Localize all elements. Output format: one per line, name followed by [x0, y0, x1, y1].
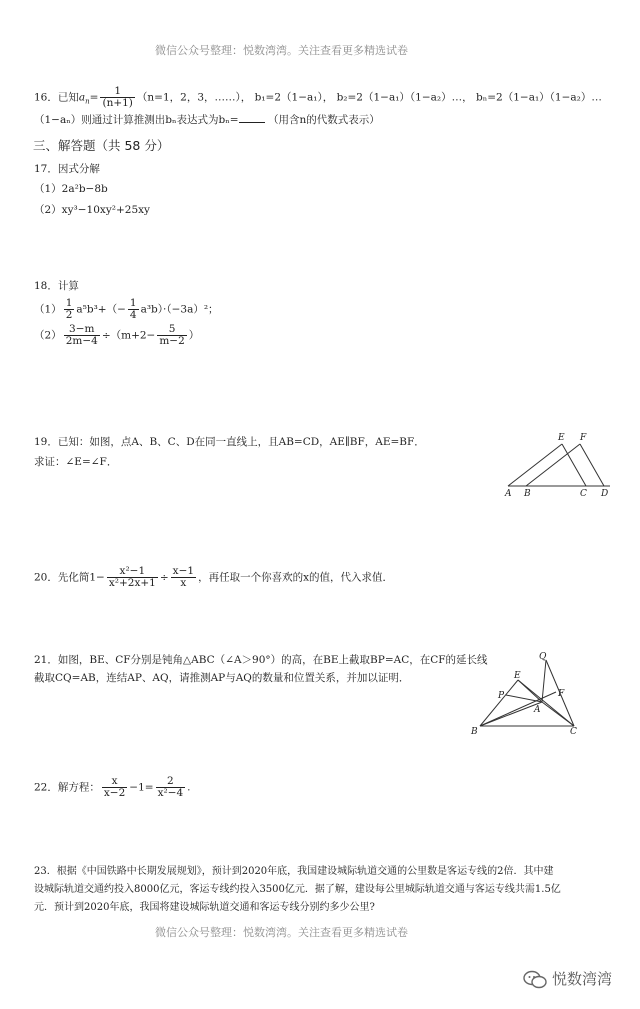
q21-line1: 21．如图，BE、CF分别是钝角△ABC（∠A＞90°）的高，在BE上截取BP=AC，在CF的延长线: [34, 654, 488, 666]
q19-line-ec: [562, 444, 586, 486]
q19-label-d: D: [601, 489, 609, 499]
brand-badge: [522, 968, 612, 989]
q18-p1-frac2-den: 4: [129, 309, 137, 321]
q22-frac: [102, 776, 127, 799]
q22-line: [34, 776, 191, 799]
q18-title: 18．计算: [34, 280, 79, 292]
q19-label-c: C: [580, 489, 587, 499]
q18-p2-frac-den: 2m−4: [65, 335, 98, 347]
q21-label-c: C: [570, 727, 577, 737]
q20-frac2-num: x−1: [172, 565, 195, 577]
q16-cond: （n=1，2，3，……），: [136, 91, 252, 104]
q16-b1: b₁=2（1−a₁），: [254, 91, 334, 104]
q23-line2: 设城际轨道交通约投入8000亿元，客运专线约投入3500亿元．据了解，建设每公里城际轨道交通与客运专线共需1.5亿: [34, 884, 561, 895]
q18-p2-label: （2）: [34, 329, 62, 342]
q21-line2: 截取CQ=AB，连结AP、AQ，请推测AP与AQ的数量和位置关系，并加以证明．: [34, 672, 410, 684]
q20-line: [34, 566, 393, 589]
q23-line1: 23．根据《中国铁路中长期发展规划》，预计到2020年底，我国建设城际轨道交通的公里数是客运专线的2倍．其中建: [34, 866, 554, 877]
q18-p1-mid: a⁵b³+（−: [76, 303, 126, 316]
q19-label-f: F: [580, 433, 587, 443]
q22-frac-num: x: [102, 776, 127, 788]
q16-bn: bₙ=2（1−a₁）（1−a₂）…: [475, 91, 602, 104]
q21-line-ec: [518, 680, 574, 726]
q18-p2-frac2: [157, 324, 186, 347]
q17-part2: （2）xy³−10xy²+25xy: [34, 204, 150, 216]
q16-frac-num: 1: [100, 86, 134, 98]
q22-frac2: [156, 776, 186, 799]
q16-b2: b₂=2（1−a₁）（1−a₂）…，: [336, 91, 473, 104]
q21-label-q: Q: [539, 652, 547, 662]
q22-mid: −1=: [129, 781, 154, 794]
q18-p1-frac: [64, 298, 75, 321]
section-3-title: 三、解答题（共 58 分）: [33, 138, 170, 153]
question-16-line2: [34, 112, 380, 128]
q20-frac2-den: x: [180, 577, 187, 589]
q19-line-bf: [526, 444, 580, 486]
q22-frac2-den: x²−4: [157, 787, 184, 799]
q16-answer-blank[interactable]: [239, 112, 265, 123]
q21-line-ea: [518, 680, 542, 702]
q18-p2-end: ）: [188, 329, 200, 342]
q22-end: .: [187, 781, 191, 794]
q20-frac: [107, 566, 158, 589]
q22-frac2-num: 2: [156, 776, 186, 788]
q22-frac-den: x−2: [103, 787, 126, 799]
q16-an: a: [78, 91, 86, 104]
q19-figure: [500, 428, 618, 500]
q16-frac-den: (n+1): [102, 97, 133, 109]
q18-part2: [34, 324, 199, 347]
q20-start: 20．先化简1−: [34, 571, 105, 584]
q16-fraction: [100, 86, 134, 109]
q17-part1: （1）2a²b−8b: [34, 183, 108, 195]
q21-line-aq: [542, 660, 546, 702]
footer-watermark: 微信公众号整理：悦数湾湾。关注查看更多精选试卷: [155, 926, 408, 939]
q18-p1-frac2-num: 1: [129, 297, 137, 309]
q18-p2-frac2-num: 5: [157, 324, 186, 336]
q18-p2-mid: ÷（m+2−: [101, 329, 156, 342]
q21-label-f: F: [558, 689, 565, 699]
q21-label-b: B: [471, 727, 478, 737]
q21-line-pa: [506, 695, 542, 702]
q19-line1: 19．已知：如图，点A、B、C、D在同一直线上，且AB=CD，AE∥BF，AE=BF．: [34, 436, 425, 448]
q18-part1: [34, 298, 219, 321]
q18-p1-frac-num: 1: [65, 297, 73, 309]
q18-p2-frac-num: 3−m: [64, 324, 100, 336]
q20-frac-den: x²+2x+1: [108, 577, 156, 589]
q18-p1-label: （1）: [34, 303, 62, 316]
q19-label-a: A: [505, 489, 512, 499]
wechat-icon: [522, 969, 548, 989]
q18-p1-frac2: [128, 298, 139, 321]
q16-line2-end: （用含n的代数式表示）: [267, 114, 380, 126]
q18-p1-end: a³b）·（−3a）²；: [140, 303, 219, 316]
q20-frac-num: x²−1: [107, 566, 158, 578]
q23-line3: 元．预计到2020年底，我国将建设城际轨道交通和客运专线分别约多少公里?: [34, 902, 375, 913]
q18-p1-frac-den: 2: [65, 309, 73, 321]
q21-label-p: P: [498, 691, 505, 701]
q16-number: 16．: [34, 91, 58, 104]
q19-line2: 求证：∠E=∠F．: [34, 456, 118, 468]
question-16-line1: 16．已知$a_n=$ $\frac{1}{(n+1)}$ （n=1，2，3，……）， b₁=2（1−a₁）， b₂=2（1−a₁）（1−a₂）…， bₙ=2（1−a₁）（1−a₂）…: [34, 85, 602, 109]
header-watermark: 微信公众号整理：悦数湾湾。关注查看更多精选试卷: [155, 44, 408, 57]
q19-line-ae: [508, 444, 562, 486]
q17-title: 17．因式分解: [34, 163, 100, 175]
q21-label-a: A: [534, 705, 541, 715]
q20-end: ，再任取一个你喜欢的x的值，代入求值．: [198, 571, 393, 584]
q21-label-e: E: [514, 671, 521, 681]
brand-name: 悦数湾湾: [552, 970, 613, 988]
q19-label-b: B: [524, 489, 531, 499]
q18-p2-frac: [64, 324, 100, 347]
q16-prefix: 已知: [57, 91, 79, 104]
q21-figure: [466, 648, 596, 740]
q22-start: 22．解方程：: [34, 781, 100, 794]
q19-label-e: E: [558, 433, 565, 443]
q20-mid: ÷: [159, 571, 169, 584]
q16-line2-start: （1−aₙ）则通过计算推测出bₙ表达式为bₙ=: [34, 114, 239, 126]
q18-p2-frac2-den: m−2: [159, 335, 185, 347]
q20-frac2: [171, 566, 196, 589]
q19-line-fd: [580, 444, 604, 486]
